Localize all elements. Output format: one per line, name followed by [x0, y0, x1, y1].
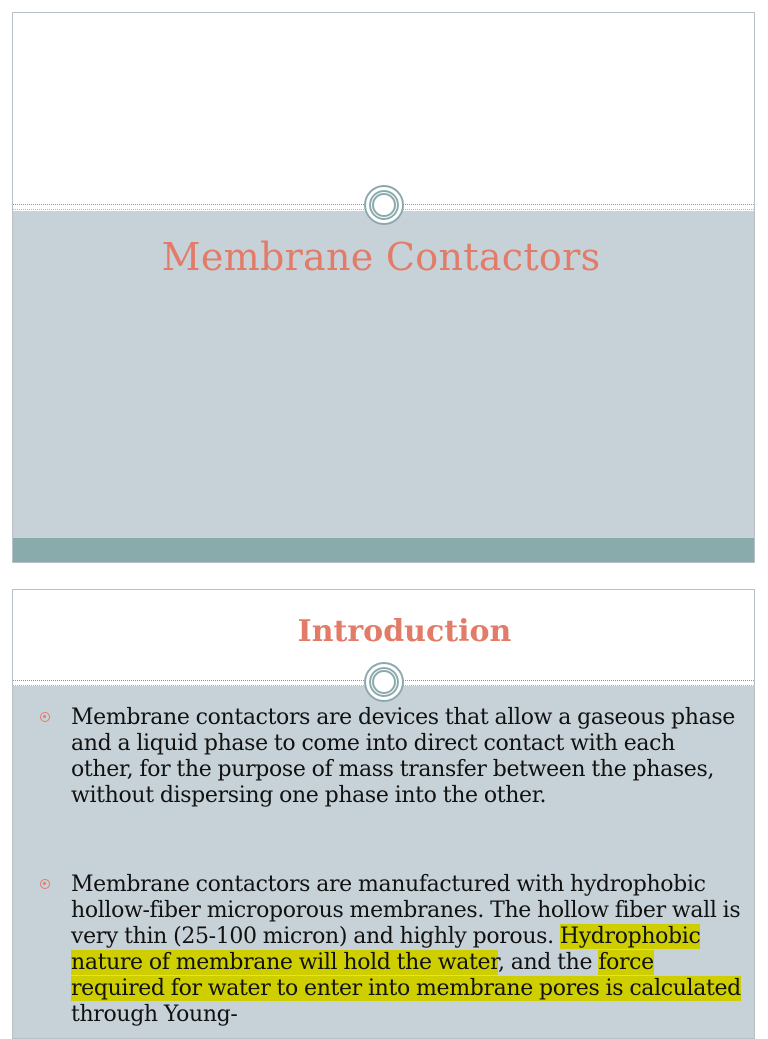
introduction-slide [12, 589, 755, 1039]
text-segment: through Young- [71, 1002, 238, 1027]
ring-icon [366, 664, 402, 700]
title-slide [12, 12, 755, 563]
slide-title: Introduction [297, 614, 512, 649]
text-segment: , and the [497, 950, 599, 975]
footer-bar [13, 538, 754, 563]
highlighted-text: Hydrophobic nature of membrane will hold the water [71, 924, 701, 975]
bullet-circle-icon [40, 712, 50, 722]
bullet-circle-icon [40, 879, 50, 889]
bullet-text [71, 872, 741, 1028]
slide-header-area [13, 13, 754, 208]
slide-title: Membrane Contactors [161, 235, 601, 279]
bullet-text: Membrane contactors are devices that allow a gaseous phase and a liquid phase to come into direct contact with each other, for the purpose of mass transfer between the phases, without dispersing one phase into the other. [71, 705, 735, 808]
text-segment: Membrane contactors are manufactured with hydrophobic hollow-fiber microporous membranes. The hollow fiber wall is very thin (25-100 micron) and highly porous. [71, 872, 741, 949]
ring-icon [366, 187, 402, 223]
highlighted-text: force required for water to enter into membrane pores is calculated [71, 950, 741, 1001]
